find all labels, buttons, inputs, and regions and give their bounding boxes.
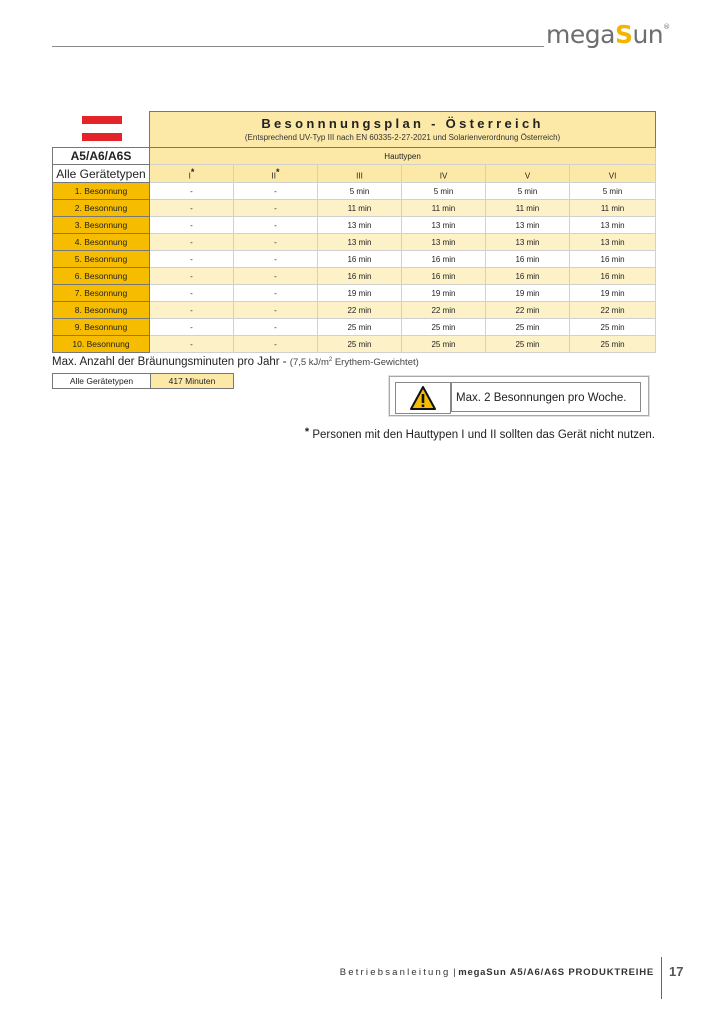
table-cell: 16 min	[570, 251, 656, 268]
table-cell: 13 min	[570, 217, 656, 234]
footer-text: Betriebsanleitung | megaSun A5/A6/A6S PRODUKTREIHE	[339, 967, 654, 978]
table-cell: -	[150, 183, 234, 200]
table-row	[53, 200, 656, 217]
table-cell: 25 min	[402, 336, 486, 353]
skin-type-6: VI	[570, 165, 656, 183]
table-cell: 22 min	[570, 302, 656, 319]
skin-type-note: * Personen mit den Hauttypen I und II sollten das Gerät nicht nutzen.	[304, 426, 655, 441]
table-cell: 16 min	[318, 268, 402, 285]
session-label: 2. Besonnung	[53, 200, 150, 217]
table-cell: 25 min	[570, 336, 656, 353]
session-label: 8. Besonnung	[53, 302, 150, 319]
table-cell: 16 min	[570, 268, 656, 285]
table-cell: 13 min	[486, 234, 570, 251]
warning-triangle-icon	[410, 386, 436, 410]
table-cell: 16 min	[402, 251, 486, 268]
table-cell: 16 min	[486, 268, 570, 285]
table-cell: 22 min	[486, 302, 570, 319]
table-cell: 22 min	[318, 302, 402, 319]
session-label: 1. Besonnung	[53, 183, 150, 200]
skin-type-1: I*	[150, 165, 234, 183]
table-cell: -	[234, 302, 318, 319]
max-minutes-value: 417 Minuten	[151, 374, 234, 389]
table-cell: 25 min	[486, 319, 570, 336]
table-cell: 11 min	[318, 200, 402, 217]
header-rule	[52, 46, 544, 47]
session-label: 10. Besonnung	[53, 336, 150, 353]
table-row	[53, 251, 656, 268]
table-cell: -	[234, 234, 318, 251]
table-title-cell	[150, 112, 656, 148]
table-cell: -	[150, 200, 234, 217]
table-cell: 16 min	[402, 268, 486, 285]
session-label: 6. Besonnung	[53, 268, 150, 285]
table-cell: 5 min	[402, 183, 486, 200]
table-row	[53, 285, 656, 302]
table-cell: -	[150, 285, 234, 302]
table-cell: 25 min	[402, 319, 486, 336]
table-cell: 11 min	[486, 200, 570, 217]
megasun-logo: megaSun®	[546, 20, 670, 49]
skin-type-2: II*	[234, 165, 318, 183]
table-cell: -	[150, 217, 234, 234]
skin-type-3: III	[318, 165, 402, 183]
session-label: 7. Besonnung	[53, 285, 150, 302]
table-cell: 13 min	[402, 234, 486, 251]
warning-text: Max. 2 Besonnungen pro Woche.	[451, 382, 641, 412]
table-cell: -	[234, 217, 318, 234]
max-minutes-device: Alle Gerätetypen	[53, 374, 151, 389]
table-cell: -	[234, 319, 318, 336]
tanning-schedule-table	[52, 111, 656, 353]
table-title: Besonnnungsplan - Österreich	[261, 115, 544, 131]
table-cell: -	[150, 319, 234, 336]
table-cell: 19 min	[318, 285, 402, 302]
page-number: 17	[669, 964, 684, 979]
table-cell: 25 min	[570, 319, 656, 336]
max-minutes-line: Max. Anzahl der Bräunungsminuten pro Jahr - (7,5 $kJ/m^2$ Erythem-Gewichtet)	[52, 356, 419, 368]
table-cell: 13 min	[318, 217, 402, 234]
table-cell: 25 min	[318, 319, 402, 336]
table-cell: -	[234, 183, 318, 200]
table-cell: -	[150, 302, 234, 319]
table-cell: -	[234, 336, 318, 353]
table-cell: -	[234, 285, 318, 302]
max-minutes-table	[52, 373, 234, 389]
session-label: 9. Besonnung	[53, 319, 150, 336]
skin-type-4: IV	[402, 165, 486, 183]
all-devices-label: Alle Gerätetypen	[53, 165, 150, 183]
table-cell: 19 min	[570, 285, 656, 302]
model-label: A5/A6/A6S	[53, 148, 150, 165]
table-cell: -	[150, 336, 234, 353]
table-row	[53, 336, 656, 353]
table-cell: 13 min	[318, 234, 402, 251]
table-cell: 13 min	[570, 234, 656, 251]
table-cell: 16 min	[318, 251, 402, 268]
table-row	[53, 319, 656, 336]
table-row	[53, 217, 656, 234]
table-cell: 19 min	[486, 285, 570, 302]
table-cell: 11 min	[402, 200, 486, 217]
session-label: 4. Besonnung	[53, 234, 150, 251]
table-cell: -	[150, 268, 234, 285]
table-cell: 13 min	[402, 217, 486, 234]
warning-box	[389, 376, 649, 416]
table-cell: 19 min	[402, 285, 486, 302]
table-subtitle: (Entsprechend UV-Typ III nach EN 60335-2-27-2021 und Solarienverordnung Österreich)	[244, 132, 561, 142]
table-row	[53, 183, 656, 200]
table-cell: -	[150, 251, 234, 268]
table-cell: -	[234, 200, 318, 217]
footer-divider	[661, 957, 662, 999]
table-cell: -	[150, 234, 234, 251]
session-label: 3. Besonnung	[53, 217, 150, 234]
table-cell: -	[234, 268, 318, 285]
table-cell: 5 min	[570, 183, 656, 200]
table-cell: 5 min	[486, 183, 570, 200]
table-row	[53, 302, 656, 319]
table-cell: 25 min	[486, 336, 570, 353]
table-cell: 22 min	[402, 302, 486, 319]
table-row	[53, 268, 656, 285]
table-cell: 11 min	[570, 200, 656, 217]
table-row	[53, 234, 656, 251]
table-cell: 25 min	[318, 336, 402, 353]
skin-type-5: V	[486, 165, 570, 183]
table-cell: -	[234, 251, 318, 268]
session-label: 5. Besonnung	[53, 251, 150, 268]
table-cell: 13 min	[486, 217, 570, 234]
table-cell: 5 min	[318, 183, 402, 200]
skin-types-header: Hauttypen	[150, 148, 656, 165]
table-cell: 16 min	[486, 251, 570, 268]
